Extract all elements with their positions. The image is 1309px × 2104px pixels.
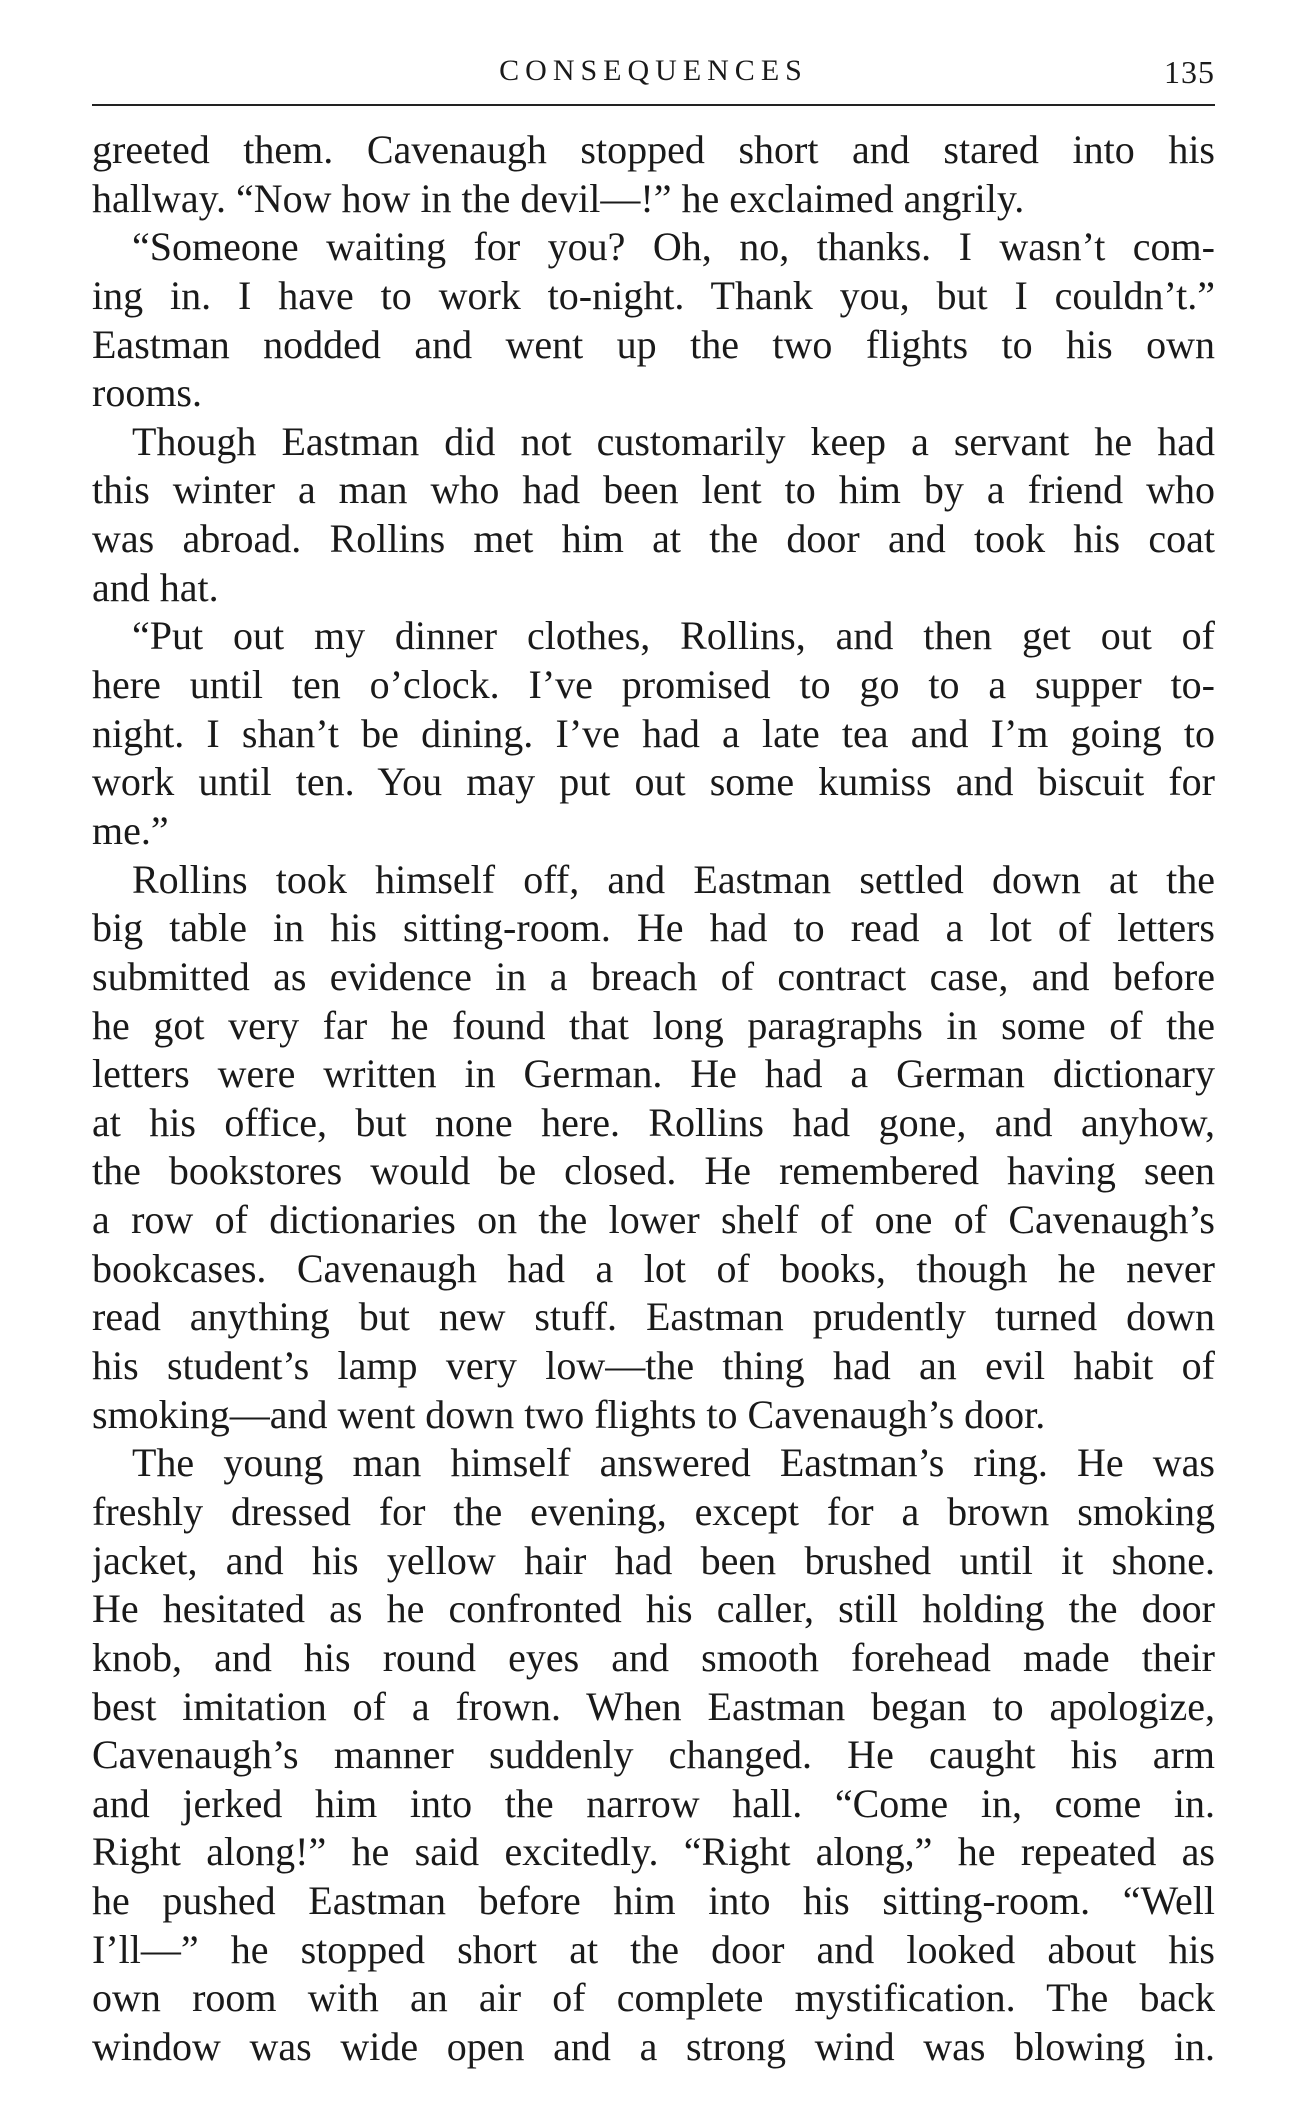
text-line: Right along!” he said excitedly. “Right along,” he repeated as (92, 1829, 1215, 1875)
text-line: bookcases. Cavenaugh had a lot of books, though he never (92, 1245, 1215, 1291)
text-line: freshly dressed for the evening, except for a brown smoking (92, 1488, 1215, 1534)
text-line: Eastman nodded and went up the two flights to his own (92, 321, 1215, 367)
text-line: “Someone waiting for you? Oh, no, thanks. I wasn’t com- (132, 224, 1215, 270)
text-line: here until ten o’clock. I’ve promised to go to a supper to- (92, 662, 1215, 708)
text-line: big table in his sitting-room. He had to read a lot of letters (92, 905, 1215, 951)
text-line: The young man himself answered Eastman’s ring. He was (132, 1440, 1215, 1486)
running-header (92, 48, 1215, 98)
page-number: 135 (1164, 54, 1215, 90)
text-line: letters were written in German. He had a German dictionary (92, 1051, 1215, 1097)
text-line: knob, and his round eyes and smooth forehead made their (92, 1634, 1215, 1680)
text-line: this winter a man who had been lent to him by a friend who (92, 467, 1215, 513)
text-line: at his office, but none here. Rollins had gone, and anyhow, (92, 1099, 1215, 1145)
text-line: work until ten. You may put out some kumiss and biscuit for (92, 759, 1215, 805)
body-text (92, 126, 1215, 2072)
text-line: greeted them. Cavenaugh stopped short and stared into his (92, 127, 1215, 172)
text-line: jacket, and his yellow hair had been brushed until it shone. (92, 1537, 1215, 1583)
running-title: CONSEQUENCES (499, 54, 808, 87)
text-line: Rollins took himself off, and Eastman settled down at the (132, 856, 1215, 902)
text-line: and hat. (92, 564, 219, 610)
text-line: best imitation of a frown. When Eastman began to apologize, (92, 1683, 1215, 1729)
header-rule (92, 104, 1215, 106)
text-line: read anything but new stuff. Eastman prudently turned down (92, 1294, 1215, 1340)
text-line: hallway. “Now how in the devil—!” he exclaimed angrily. (92, 175, 1025, 221)
text-line: rooms. (92, 370, 202, 416)
text-line: me.” (92, 807, 169, 853)
text-line: Though Eastman did not customarily keep a servant he had (132, 418, 1215, 464)
text-line: window was wide open and a strong wind was blowing in. (92, 2023, 1215, 2069)
text-line: he got very far he found that long paragraphs in some of the (92, 1002, 1215, 1048)
text-line: own room with an air of complete mystification. The back (92, 1975, 1215, 2021)
text-line: his student’s lamp very low—the thing had an evil habit of (92, 1343, 1215, 1389)
text-line: He hesitated as he confronted his caller, still holding the door (92, 1586, 1215, 1632)
text-line: Cavenaugh’s manner suddenly changed. He caught his arm (92, 1732, 1215, 1778)
text-line: submitted as evidence in a breach of contract case, and before (92, 953, 1215, 999)
text-line: ing in. I have to work to-night. Thank you, but I couldn’t.” (92, 272, 1215, 318)
text-line: “Put out my dinner clothes, Rollins, and then get out of (132, 613, 1215, 659)
text-line: a row of dictionaries on the lower shelf of one of Cavenaugh’s (92, 1197, 1215, 1243)
text-line: and jerked him into the narrow hall. “Come in, come in. (92, 1780, 1215, 1826)
text-line: the bookstores would be closed. He remembered having seen (92, 1148, 1215, 1194)
text-line: smoking—and went down two flights to Cavenaugh’s door. (92, 1391, 1046, 1437)
text-line: I’ll—” he stopped short at the door and looked about his (92, 1926, 1215, 1972)
text-line: night. I shan’t be dining. I’ve had a late tea and I’m going to (92, 710, 1215, 756)
text-line: was abroad. Rollins met him at the door and took his coat (92, 516, 1215, 562)
text-line: he pushed Eastman before him into his sitting-room. “Well (92, 1878, 1215, 1924)
